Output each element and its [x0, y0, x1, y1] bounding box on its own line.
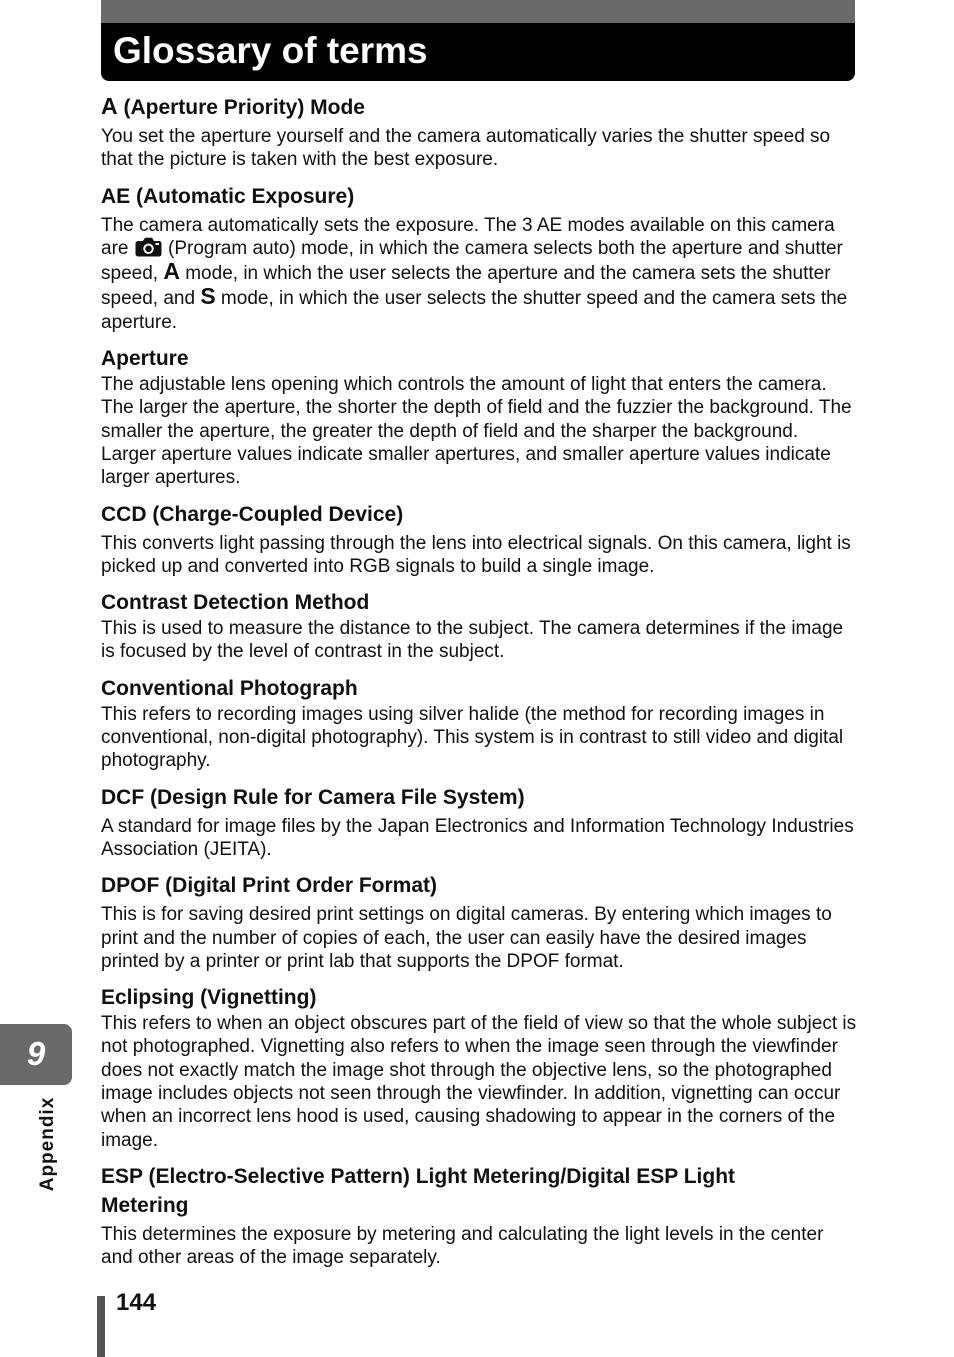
section-number: 9 [26, 1035, 46, 1072]
entry-title: Conventional Photograph [101, 676, 358, 700]
shutter-mode-icon: S [200, 283, 216, 310]
glossary-entry-esp [101, 1162, 857, 1270]
glossary-entry-ccd [101, 500, 857, 579]
glossary-entry-conventional-photograph [101, 674, 857, 773]
entry-body: The adjustable lens opening which controls the amount of light that enters the camera. The larger the aperture, the shorter the depth of field and the fuzzier the background. The smaller the aperture, the greater the depth of field and the sharper the background. Larger aperture values indicate smaller apertures, and smaller aperture values indicate larger apertures. [101, 374, 852, 489]
aperture-mode-icon: A [163, 258, 180, 285]
entry-body: This refers to when an object obscures part of the field of view so that the whole subject is not photographed. Vignetting also refers to when the image seen through the viewfinder does not exactly match the image shot through the objective lens, so the photographed image includes objects not seen through the viewfinder. In addition, vignetting can occur when an incorrect lens hood is used, causing shadowing to appear in the corners of the image. [101, 1013, 857, 1151]
entry-title [101, 93, 857, 122]
entry-body-part: mode, in which the user selects the shutter speed and the camera sets the aperture. [101, 288, 848, 333]
entry-title: DPOF (Digital Print Order Format) [101, 874, 438, 898]
glossary-entry-aperture-priority [101, 93, 857, 172]
aperture-mode-icon: A [101, 93, 118, 119]
entry-title-text: (Aperture Priority) Mode [117, 96, 365, 119]
entry-title-line: ESP (Electro-Selective Pattern) Light Metering/Digital ESP Light [101, 1164, 736, 1188]
entry-title: Aperture [101, 347, 189, 371]
entry-body: This converts light passing through the lens into electrical signals. On this camera, light is picked up and converted into RGB signals to build a single image. [101, 532, 851, 577]
entry-body-part: The camera automatically sets the exposure. The 3 AE modes available on this camera are [101, 214, 835, 259]
entry-body: A standard for image files by the Japan Electronics and Information Technology Industries Association (JEITA). [101, 815, 854, 860]
page-number-bar [97, 1296, 105, 1357]
entry-body-part: (Program auto) mode, in which the camera selects both the aperture and shutter speed, [101, 237, 843, 285]
section-tab [0, 1024, 72, 1085]
entry-body [101, 214, 857, 334]
page-number: 144 [116, 1289, 157, 1316]
entry-body: This is used to measure the distance to the subject. The camera determines if the image is focused by the level of contrast in the subject. [101, 618, 844, 663]
entry-title: Contrast Detection Method [101, 591, 370, 615]
glossary-entry-eclipsing [101, 983, 857, 1152]
glossary-entry-contrast-detection [101, 588, 857, 664]
glossary-entry-dpof [101, 871, 857, 973]
entry-body: This determines the exposure by metering and calculating the light levels in the center and other areas of the image separately. [101, 1223, 824, 1269]
banner-strip [101, 0, 855, 23]
entry-body: You set the aperture yourself and the camera automatically varies the shutter speed so that the picture is taken with the best exposure. [101, 126, 831, 171]
entry-title: DCF (Design Rule for Camera File System) [101, 785, 525, 809]
entry-title: AE (Automatic Exposure) [101, 184, 355, 208]
glossary-entry-aperture [101, 344, 857, 489]
page-title: Glossary of terms [113, 30, 428, 71]
glossary-entry-ae [101, 182, 857, 334]
entry-title-line: Metering [101, 1193, 189, 1217]
entry-body: This is for saving desired print settings on digital cameras. By entering which images to print and the number of copies of each, the user can easily have the desired images printed by a printer or print lab that supports the DPOF format. [101, 904, 832, 972]
entry-body: This refers to recording images using silver halide (the method for recording images in conventional, non-digital photography). This system is in contrast to still video and digital photography. [101, 703, 844, 772]
entry-body-part: mode, in which the user selects the aperture and the camera sets the shutter speed, and [101, 263, 831, 310]
entry-title: CCD (Charge-Coupled Device) [101, 502, 404, 526]
camera-icon [135, 237, 162, 257]
glossary-content [101, 93, 857, 1270]
section-label: Appendix [37, 1096, 58, 1192]
title-banner [101, 0, 855, 81]
entry-title: Eclipsing (Vignetting) [101, 986, 317, 1010]
glossary-entry-dcf [101, 783, 857, 862]
